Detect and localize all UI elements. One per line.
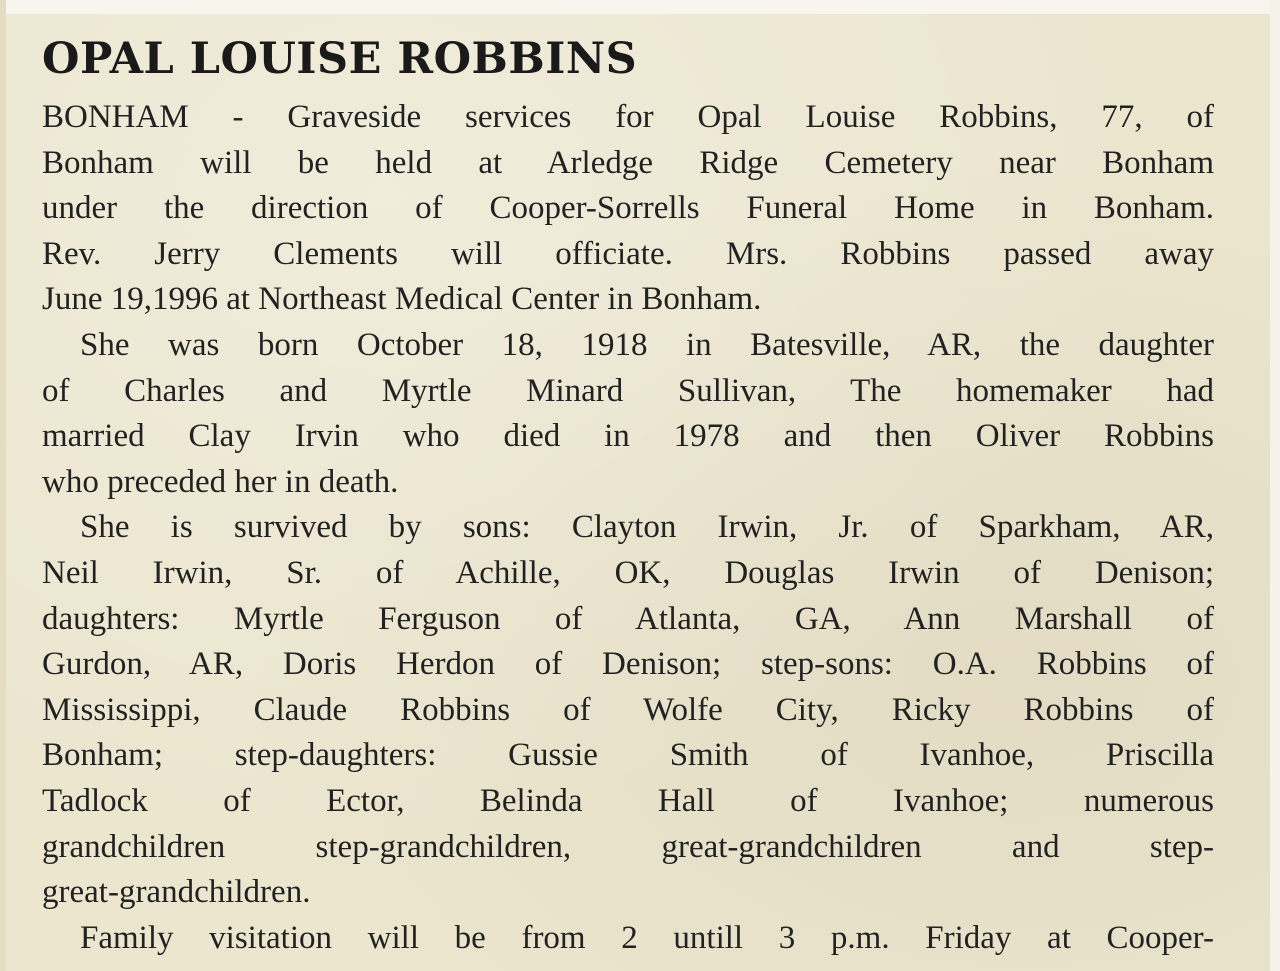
body-line: under the direction of Cooper-Sorrells Funeral Home in Bonham.: [42, 190, 1214, 227]
body-line: of Charles and Myrtle Minard Sullivan, The homemaker had: [42, 372, 1214, 409]
body-line: Neil Irwin, Sr. of Achille, OK, Douglas Irwin of Denison;: [42, 554, 1214, 591]
body-line: Mississippi, Claude Robbins of Wolfe City, Ricky Robbins of: [42, 691, 1214, 728]
body-line: Bonham will be held at Arledge Ridge Cemetery near Bonham: [42, 144, 1214, 181]
obituary-body: [42, 95, 1214, 961]
body-line: Tadlock of Ector, Belinda Hall of Ivanhoe; numerous: [42, 782, 1214, 819]
body-line: Family visitation will be from 2 untill 3 p.m. Friday at Cooper-: [80, 919, 1214, 956]
scan-margin-right: [1270, 0, 1280, 971]
body-line: grandchildren step-grandchildren, great-grandchildren and step-: [42, 828, 1214, 865]
body-line: Bonham; step-daughters: Gussie Smith of Ivanhoe, Priscilla: [42, 737, 1214, 774]
body-line: great-grandchildren.: [42, 874, 311, 911]
clipping-edge-left: [0, 0, 6, 971]
obituary-headline: OPAL LOUISE ROBBINS: [42, 34, 638, 84]
body-line: June 19,1996 at Northeast Medical Center in Bonham.: [42, 281, 762, 318]
body-line: She was born October 18, 1918 in Batesville, AR, the daughter: [80, 326, 1214, 363]
body-line: who preceded her in death.: [42, 463, 399, 500]
body-line: daughters: Myrtle Ferguson of Atlanta, GA, Ann Marshall of: [42, 600, 1214, 637]
body-line: She is survived by sons: Clayton Irwin, Jr. of Sparkham, AR,: [80, 509, 1214, 546]
body-line: Rev. Jerry Clements will officiate. Mrs. Robbins passed away: [42, 235, 1214, 272]
scan-margin-top: [0, 0, 1280, 14]
body-line: Gurdon, AR, Doris Herdon of Denison; step-sons: O.A. Robbins of: [42, 646, 1214, 683]
body-line: BONHAM - Graveside services for Opal Louise Robbins, 77, of: [42, 99, 1214, 135]
body-line: married Clay Irvin who died in 1978 and then Oliver Robbins: [42, 418, 1214, 455]
